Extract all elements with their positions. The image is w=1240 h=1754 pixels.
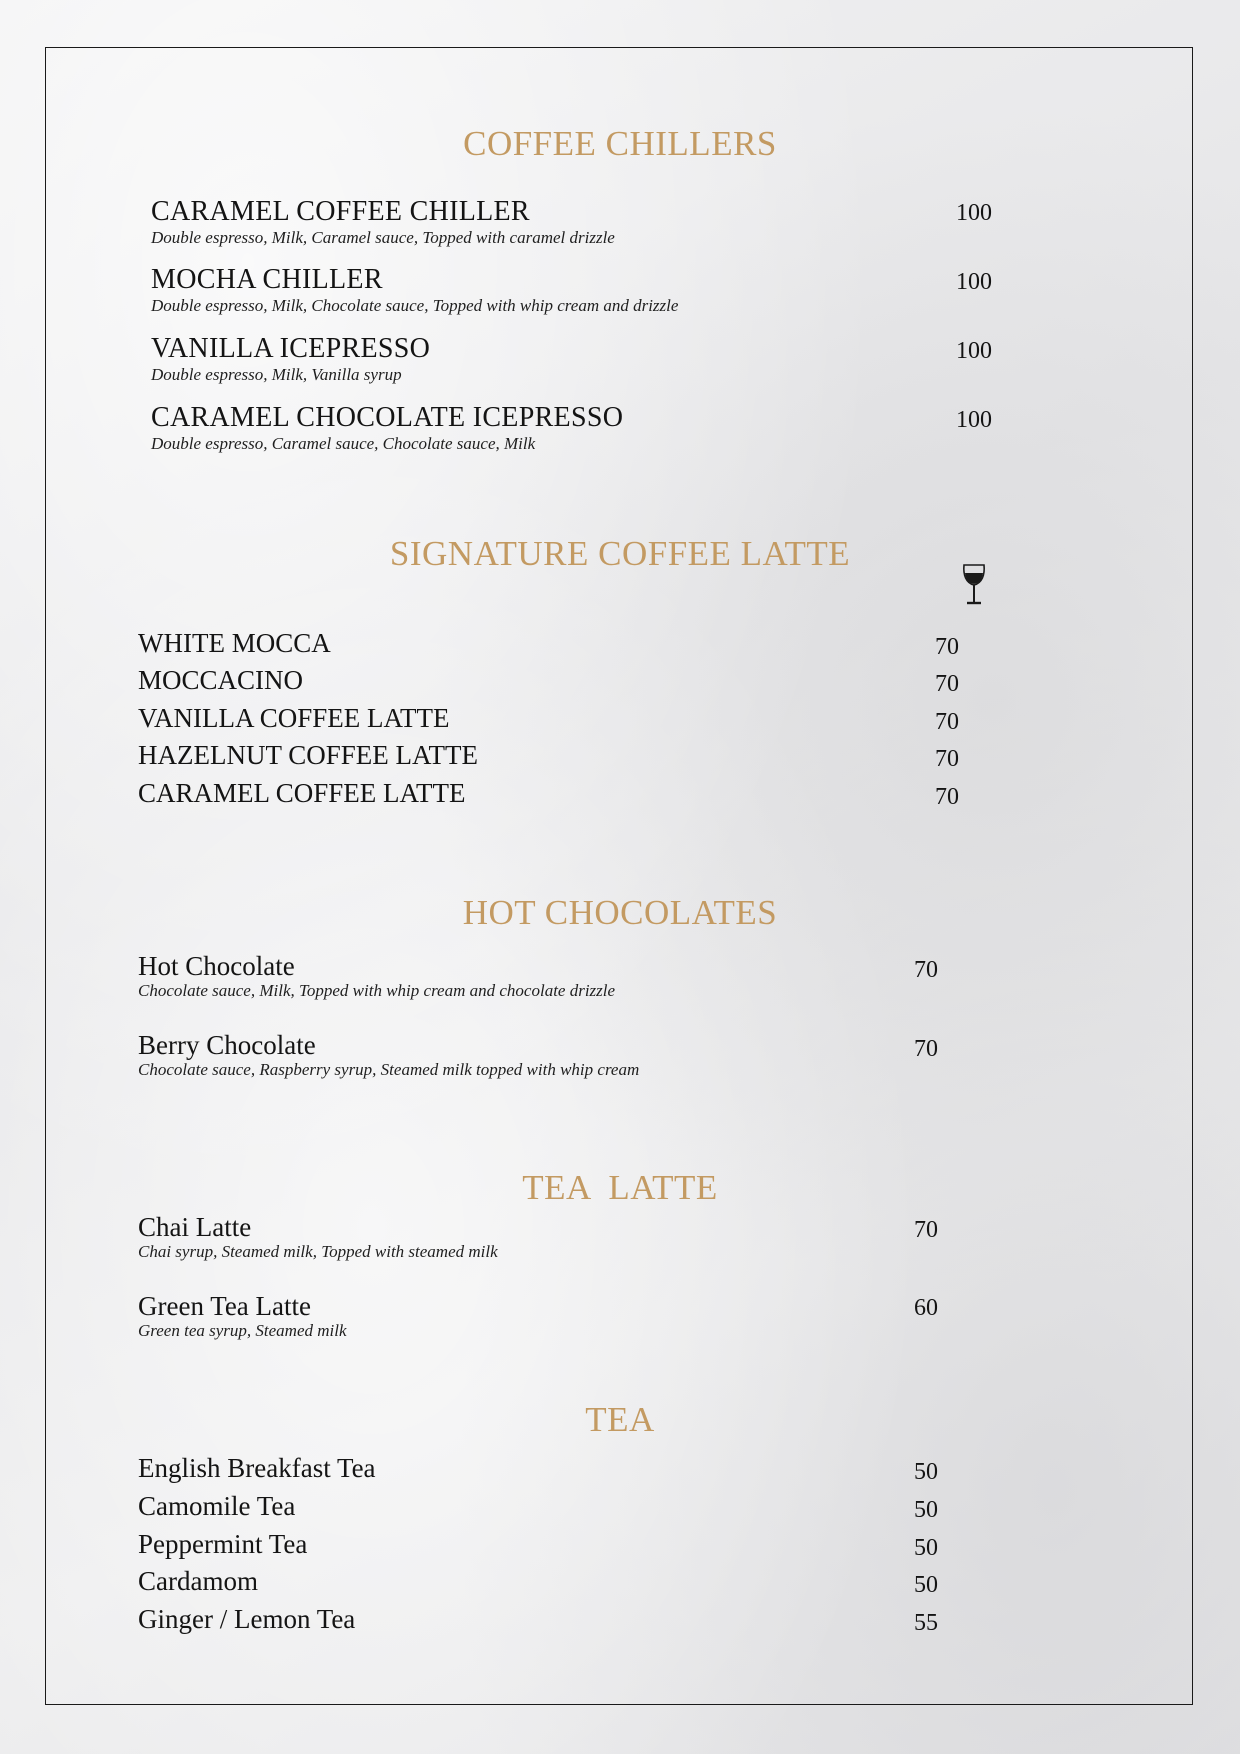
menu-item xyxy=(138,1030,639,1080)
section-title-tea-latte: TEA LATTE xyxy=(522,1168,718,1207)
menu-item xyxy=(151,264,678,316)
item-price: 70 xyxy=(935,634,959,660)
menu-item xyxy=(151,333,430,385)
item-description: Double espresso, Caramel sauce, Chocolate sauce, Milk xyxy=(151,434,536,453)
wine-glass-icon xyxy=(962,563,986,607)
item-price: 50 xyxy=(914,1572,938,1598)
menu-item xyxy=(151,402,623,454)
item-price: 70 xyxy=(935,746,959,772)
item-description: Double espresso, Milk, Chocolate sauce, Topped with whip cream and drizzle xyxy=(151,296,679,315)
item-description: Double espresso, Milk, Caramel sauce, Topped with caramel drizzle xyxy=(151,228,615,247)
item-name: VANILLA ICEPRESSO xyxy=(151,333,431,364)
item-description: Double espresso, Milk, Vanilla syrup xyxy=(151,365,402,384)
item-price: 100 xyxy=(956,338,992,364)
item-name: CARAMEL CHOCOLATE ICEPRESSO xyxy=(151,402,624,433)
item-name: MOCCACINO xyxy=(138,665,304,695)
item-price: 70 xyxy=(935,784,959,810)
item-description: Green tea syrup, Steamed milk xyxy=(138,1321,347,1340)
section-title-coffee-chillers: COFFEE CHILLERS xyxy=(463,124,777,163)
item-price: 70 xyxy=(914,957,938,983)
item-price: 100 xyxy=(956,200,992,226)
item-name: WHITE MOCCA xyxy=(138,628,331,658)
section-title-hot-chocolates: HOT CHOCOLATES xyxy=(462,893,778,932)
item-name: CARAMEL COFFEE CHILLER xyxy=(151,196,530,227)
item-name: Peppermint Tea xyxy=(138,1529,308,1559)
item-description: Chocolate sauce, Raspberry syrup, Steamed milk topped with whip cream xyxy=(138,1060,640,1079)
item-price: 100 xyxy=(956,407,992,433)
item-price: 70 xyxy=(914,1217,938,1243)
item-name: Ginger / Lemon Tea xyxy=(138,1604,356,1634)
item-price: 70 xyxy=(935,709,959,735)
item-price: 100 xyxy=(956,269,992,295)
item-name: Berry Chocolate xyxy=(138,1030,316,1060)
item-name: Green Tea Latte xyxy=(138,1291,312,1321)
section-title-signature-coffee-latte: SIGNATURE COFFEE LATTE xyxy=(389,534,851,573)
item-name: Cardamom xyxy=(138,1566,258,1596)
menu-item xyxy=(151,196,615,248)
menu-item xyxy=(138,1291,347,1341)
menu-item xyxy=(138,951,615,1001)
item-name: VANILLA COFFEE LATTE xyxy=(138,703,450,733)
item-name: Camomile Tea xyxy=(138,1491,296,1521)
item-name: English Breakfast Tea xyxy=(138,1453,376,1483)
item-price: 55 xyxy=(914,1610,938,1636)
item-price: 70 xyxy=(935,671,959,697)
section-title-tea: TEA xyxy=(585,1400,655,1439)
item-price: 70 xyxy=(914,1036,938,1062)
item-name: Chai Latte xyxy=(138,1212,252,1242)
item-description: Chocolate sauce, Milk, Topped with whip cream and chocolate drizzle xyxy=(138,981,616,1000)
item-name: CARAMEL COFFEE LATTE xyxy=(138,778,466,808)
item-price: 50 xyxy=(914,1497,938,1523)
item-description: Chai syrup, Steamed milk, Topped with steamed milk xyxy=(138,1242,498,1261)
menu-item xyxy=(138,1212,498,1262)
item-price: 50 xyxy=(914,1459,938,1485)
item-price: 60 xyxy=(914,1295,938,1321)
item-price: 50 xyxy=(914,1535,938,1561)
item-name: HAZELNUT COFFEE LATTE xyxy=(138,740,478,770)
item-name: MOCHA CHILLER xyxy=(151,264,383,295)
item-name: Hot Chocolate xyxy=(138,951,295,981)
